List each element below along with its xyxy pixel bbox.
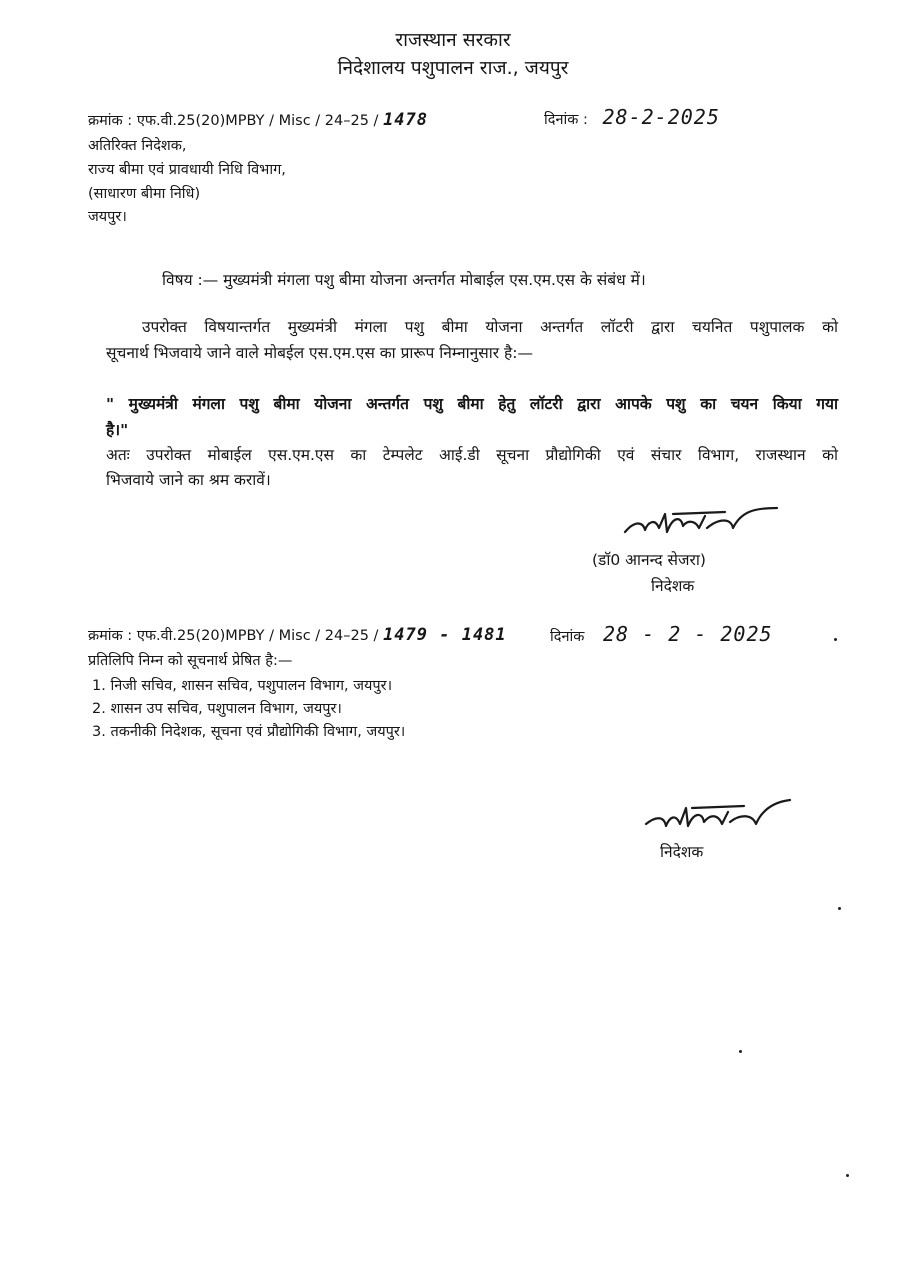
ref1-date-value: 28-2-2025 [602,105,720,129]
copy-item-2: 2. शासन उप सचिव, पशुपालन विभाग, जयपुर। [92,701,342,717]
signatory1-designation: निदेशक [651,577,695,595]
scan-speck [834,638,837,641]
body-para1-line1: उपरोक्त विषयान्तर्गत मुख्यमंत्री मंगला पशु बीमा योजना अन्तर्गत लॉटरी द्वारा चयनित पशुपालक को [142,318,838,336]
ref2-date-value: 28 - 2 - 2025 [603,622,773,646]
signature-2 [640,796,800,845]
ref1-date [544,105,720,129]
ref1-date-label: दिनांक : [544,112,588,128]
scan-speck [838,907,841,910]
ref2-number: एफ.वी.25(20)MPBY / Misc / 24–25 / [136,628,379,644]
copy-intro: प्रतिलिपि निम्न को सूचनार्थ प्रेषित है:— [88,653,293,669]
body-para1-line2: सूचनार्थ भिजवाये जाने वाले मोबईल एस.एम.एस का प्रारूप निम्नानुसार है:— [106,344,533,362]
ref1-label: क्रमांक : [88,113,133,129]
copy-item-1: 1. निजी सचिव, शासन सचिव, पशुपालन विभाग, जयपुर। [92,678,393,694]
ref1-number: एफ.वी.25(20)MPBY / Misc / 24–25 / [136,113,379,129]
ref2-date-label: दिनांक [550,629,585,645]
sms-quote-line2: है।" [106,421,129,439]
addressee-line-1: अतिरिक्त निदेशक, [88,138,187,154]
addressee-line-2: राज्य बीमा एवं प्रावधायी निधि विभाग, [88,162,286,178]
scan-speck [739,1050,742,1053]
header-government: राजस्थान सरकार [395,29,511,51]
sms-quote-line1: " मुख्यमंत्री मंगला पशु बीमा योजना अन्तर्गत पशु बीमा हेतु लॉटरी द्वारा आपके पशु का चयन किया गया [106,395,838,413]
ref2-label: क्रमांक : [88,628,133,644]
body-para2-line2: भिजवाये जाने का श्रम करावें। [106,471,271,489]
ref2-line [88,625,507,645]
ref2-date [550,622,773,646]
signatory2-designation: निदेशक [660,843,704,861]
handwritten-signature-1 [615,502,790,547]
signatory1-name: (डॉ0 आनन्द सेजरा) [592,551,706,569]
body-para2-line1: अतः उपरोक्त मोबाईल एस.एम.एस का टेम्पलेट आई.डी सूचना प्रौद्योगिकी एवं संचार विभाग, राजस्थान को [106,446,838,464]
ref1-line [88,110,428,130]
header-directorate: निदेशालय पशुपालन राज., जयपुर [337,57,569,79]
ref1-handwritten-number: 1478 [383,110,429,130]
scan-speck [846,1174,849,1177]
signature-1 [615,502,790,551]
handwritten-signature-2 [640,796,800,841]
addressee-line-4: जयपुर। [88,209,127,225]
copy-item-3: 3. तकनीकी निदेशक, सूचना एवं प्रौद्योगिकी विभाग, जयपुर। [92,724,406,740]
addressee-line-3: (साधारण बीमा निधि) [88,186,201,202]
ref2-handwritten-number: 1479 - 1481 [383,625,507,645]
subject-line: विषय :— मुख्यमंत्री मंगला पशु बीमा योजना अन्तर्गत मोबाईल एस.एम.एस के संबंध में। [162,271,646,289]
